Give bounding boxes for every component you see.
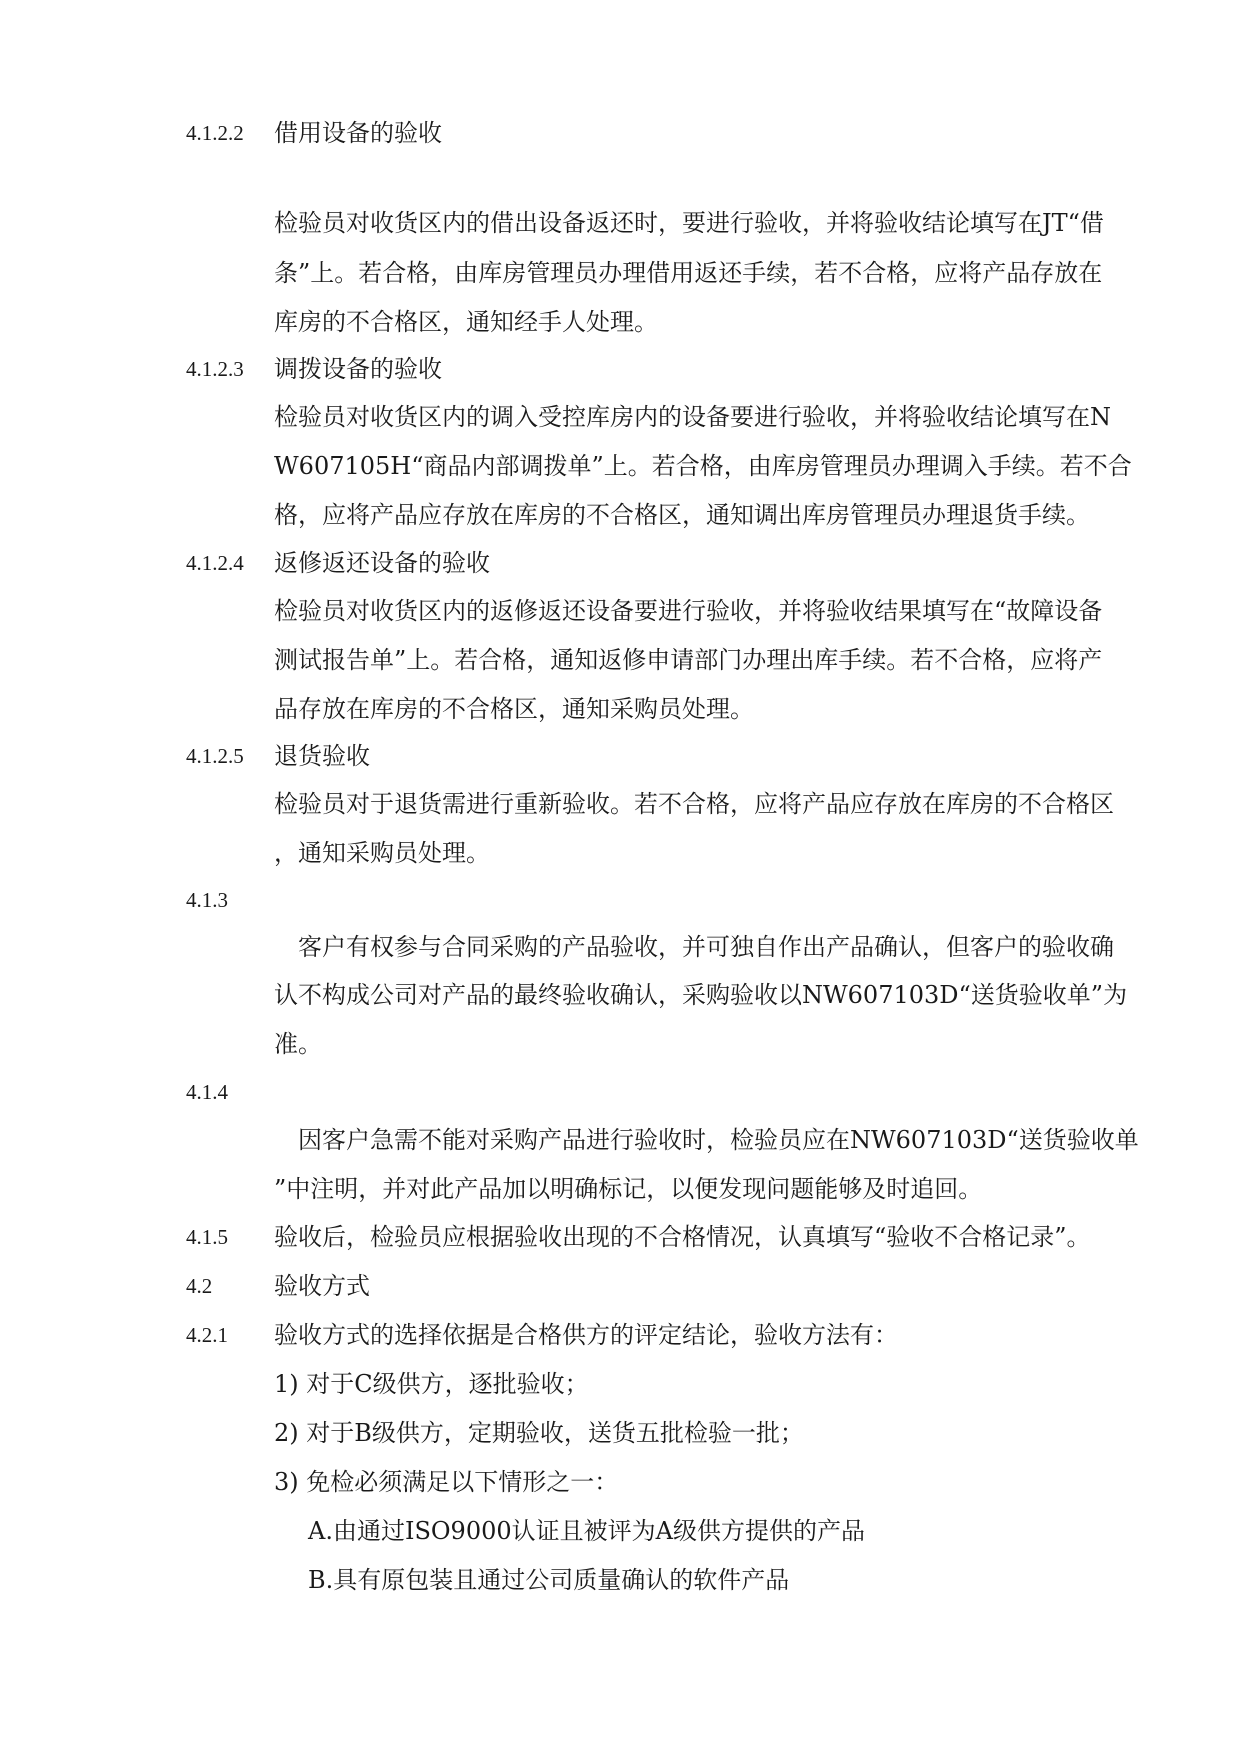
paragraph-line: 检验员对收货区内的调入受控库房内的设备要进行验收，并将验收结论填写在N <box>274 403 1111 431</box>
section-title: 返修返还设备的验收 <box>274 549 490 577</box>
section-number: 4.1.3 <box>186 888 228 912</box>
section-title: 借用设备的验收 <box>274 119 442 147</box>
paragraph-line: 验收后，检验员应根据验收出现的不合格情况，认真填写“验收不合格记录”。 <box>274 1223 1091 1251</box>
section-number: 4.1.2.4 <box>186 551 244 575</box>
paragraph-line: 因客户急需不能对采购产品进行验收时，检验员应在NW607103D“送货验收单 <box>298 1126 1139 1154</box>
paragraph-line: 格，应将产品应存放在库房的不合格区，通知调出库房管理员办理退货手续。 <box>274 501 1090 529</box>
section-number: 4.1.2.3 <box>186 357 244 381</box>
paragraph-line: 验收方式的选择依据是合格供方的评定结论，验收方法有： <box>274 1321 898 1349</box>
section-number: 4.2 <box>186 1274 213 1298</box>
section-number: 4.1.2.5 <box>186 744 244 768</box>
list-item: 1) 对于C级供方，逐批验收； <box>274 1370 589 1398</box>
paragraph-line: 品存放在库房的不合格区，通知采购员处理。 <box>274 695 754 723</box>
paragraph-line: 检验员对于退货需进行重新验收。若不合格，应将产品应存放在库房的不合格区 <box>274 790 1114 818</box>
sub-list-item: A.由通过ISO9000认证且被评为A级供方提供的产品 <box>308 1517 865 1545</box>
paragraph-line: W607105H“商品内部调拨单”上。若合格，由库房管理员办理调入手续。若不合 <box>274 452 1132 480</box>
paragraph-line: 测试报告单”上。若合格，通知返修申请部门办理出库手续。若不合格，应将产 <box>274 646 1103 674</box>
paragraph-line: 客户有权参与合同采购的产品验收，并可独自作出产品确认，但客户的验收确 <box>298 933 1114 961</box>
section-number: 4.1.4 <box>186 1080 228 1104</box>
paragraph-line: ”中注明，并对此产品加以明确标记，以便发现问题能够及时追回。 <box>274 1175 983 1203</box>
section-number: 4.2.1 <box>186 1323 228 1347</box>
paragraph-line: 检验员对收货区内的借出设备返还时，要进行验收，并将验收结论填写在JT“借 <box>274 209 1104 237</box>
paragraph-line: 准。 <box>274 1030 322 1058</box>
paragraph-line: 条”上。若合格，由库房管理员办理借用返还手续，若不合格，应将产品存放在 <box>274 259 1103 287</box>
list-item: 3) 免检必须满足以下情形之一： <box>274 1468 619 1496</box>
section-title: 调拨设备的验收 <box>274 355 442 383</box>
list-item: 2) 对于B级供方，定期验收，送货五批检验一批； <box>274 1419 804 1447</box>
paragraph-line: 库房的不合格区，通知经手人处理。 <box>274 308 658 336</box>
paragraph-line: ，通知采购员处理。 <box>274 839 490 867</box>
section-number: 4.1.2.2 <box>186 121 244 145</box>
section-title: 退货验收 <box>274 742 370 770</box>
section-number: 4.1.5 <box>186 1225 228 1249</box>
sub-list-item: B.具有原包装且通过公司质量确认的软件产品 <box>308 1566 790 1594</box>
section-title: 验收方式 <box>274 1272 370 1300</box>
paragraph-line: 检验员对收货区内的返修返还设备要进行验收，并将验收结果填写在“故障设备 <box>274 597 1103 625</box>
paragraph-line: 认不构成公司对产品的最终验收确认，采购验收以NW607103D“送货验收单”为 <box>274 981 1128 1009</box>
